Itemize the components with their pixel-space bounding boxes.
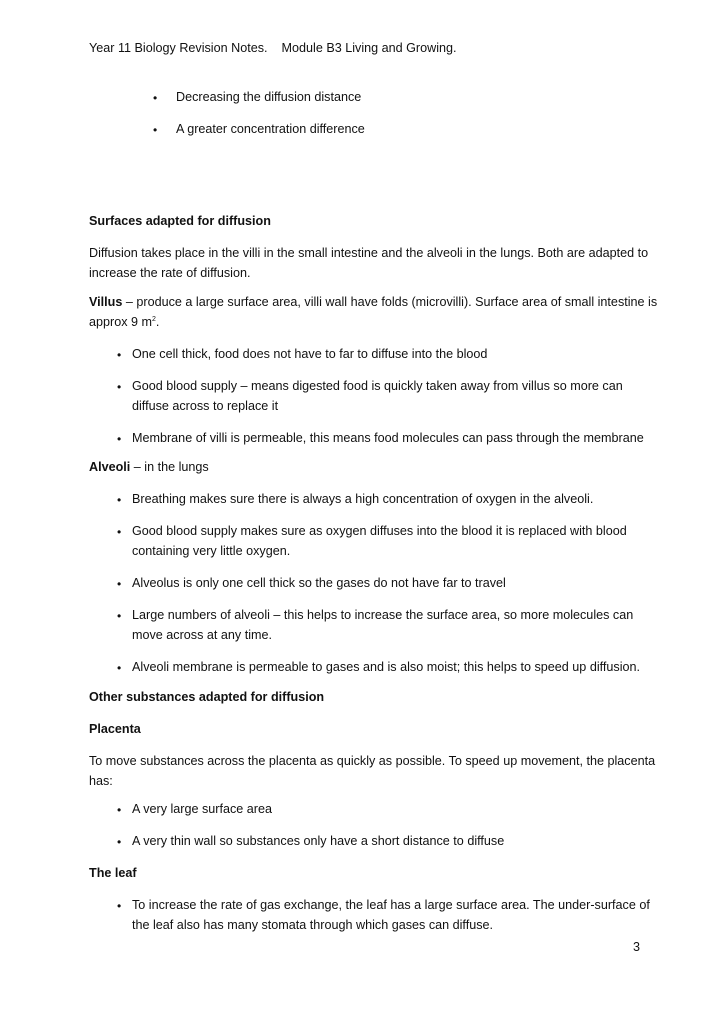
alveoli-line [89,460,209,474]
top-bullet-2: A greater concentration difference [176,122,365,136]
surfaces-heading: Surfaces adapted for diffusion [89,214,271,228]
alveoli-text: – in the lungs [130,460,209,474]
villus-text-1: – produce a large surface area, villi wall have folds (microvilli). Surface area of small intestine is [122,295,658,309]
alveoli-bullet-4-line-2: move across at any time. [132,628,272,642]
leaf-heading: The leaf [89,866,137,880]
leaf-bullet-1-line-1: To increase the rate of gas exchange, the leaf has a large surface area. The under-surface of [132,898,650,912]
bullet-marker: • [117,899,122,913]
bullet-marker: • [117,609,122,623]
bullet-marker: • [117,835,122,849]
placenta-bullet-2: A very thin wall so substances only have a short distance to diffuse [132,834,505,848]
bullet-marker: • [117,661,122,675]
header-module: Module B3 Living and Growing. [281,41,457,55]
bullet-marker: • [117,803,122,817]
villus-superscript: 2 [152,315,156,323]
placenta-bullet-1: A very large surface area [132,802,273,816]
villus-text-2-end: . [155,315,160,329]
alveoli-bullet-5: Alveoli membrane is permeable to gases and is also moist; this helps to speed up diffusion. [132,660,640,674]
villus-line-1 [89,295,657,309]
leaf-bullet-1-line-2: the leaf also has many stomata through which gases can diffuse. [132,918,494,932]
villus-bullet-2-line-2: diffuse across to replace it [132,399,279,413]
alveoli-bullet-2-line-1: Good blood supply makes sure as oxygen diffuses into the blood it is replaced with blood [132,524,627,538]
placenta-line-1: To move substances across the placenta as quickly as possible. To speed up movement, the placenta [89,754,656,768]
bullet-marker: • [117,432,122,446]
villus-text-2: approx 9 m [89,315,152,329]
bullet-marker: • [117,493,122,507]
alveoli-bullet-3: Alveolus is only one cell thick so the gases do not have far to travel [132,576,506,590]
alveoli-term: Alveoli [89,460,131,474]
header-course: Year 11 Biology Revision Notes. [89,41,268,55]
bullet-marker: • [117,380,122,394]
placenta-heading: Placenta [89,722,141,736]
villus-line-2 [89,315,159,329]
villus-bullet-2-line-1: Good blood supply – means digested food is quickly taken away from villus so more can [132,379,623,393]
page-header [89,41,457,55]
alveoli-bullet-4-line-1: Large numbers of alveoli – this helps to increase the surface area, so more molecules can [132,608,634,622]
surfaces-intro-line-2: increase the rate of diffusion. [89,266,251,280]
surfaces-intro-line-1: Diffusion takes place in the villi in the small intestine and the alveoli in the lungs. Both are adapted to [89,246,649,260]
bullet-marker: • [153,91,158,105]
villus-bullet-1: One cell thick, food does not have to far to diffuse into the blood [132,347,488,361]
other-heading: Other substances adapted for diffusion [89,690,325,704]
alveoli-bullet-1: Breathing makes sure there is always a high concentration of oxygen in the alveoli. [132,492,594,506]
bullet-marker: • [153,123,158,137]
bullet-marker: • [117,525,122,539]
alveoli-bullet-2-line-2: containing very little oxygen. [132,544,291,558]
bullet-marker: • [117,577,122,591]
villus-term: Villus [89,295,123,309]
placenta-line-2: has: [89,774,113,788]
bullet-marker: • [117,348,122,362]
villus-bullet-3: Membrane of villi is permeable, this means food molecules can pass through the membrane [132,431,644,445]
top-bullet-1: Decreasing the diffusion distance [176,90,362,104]
page-number: 3 [632,940,640,954]
